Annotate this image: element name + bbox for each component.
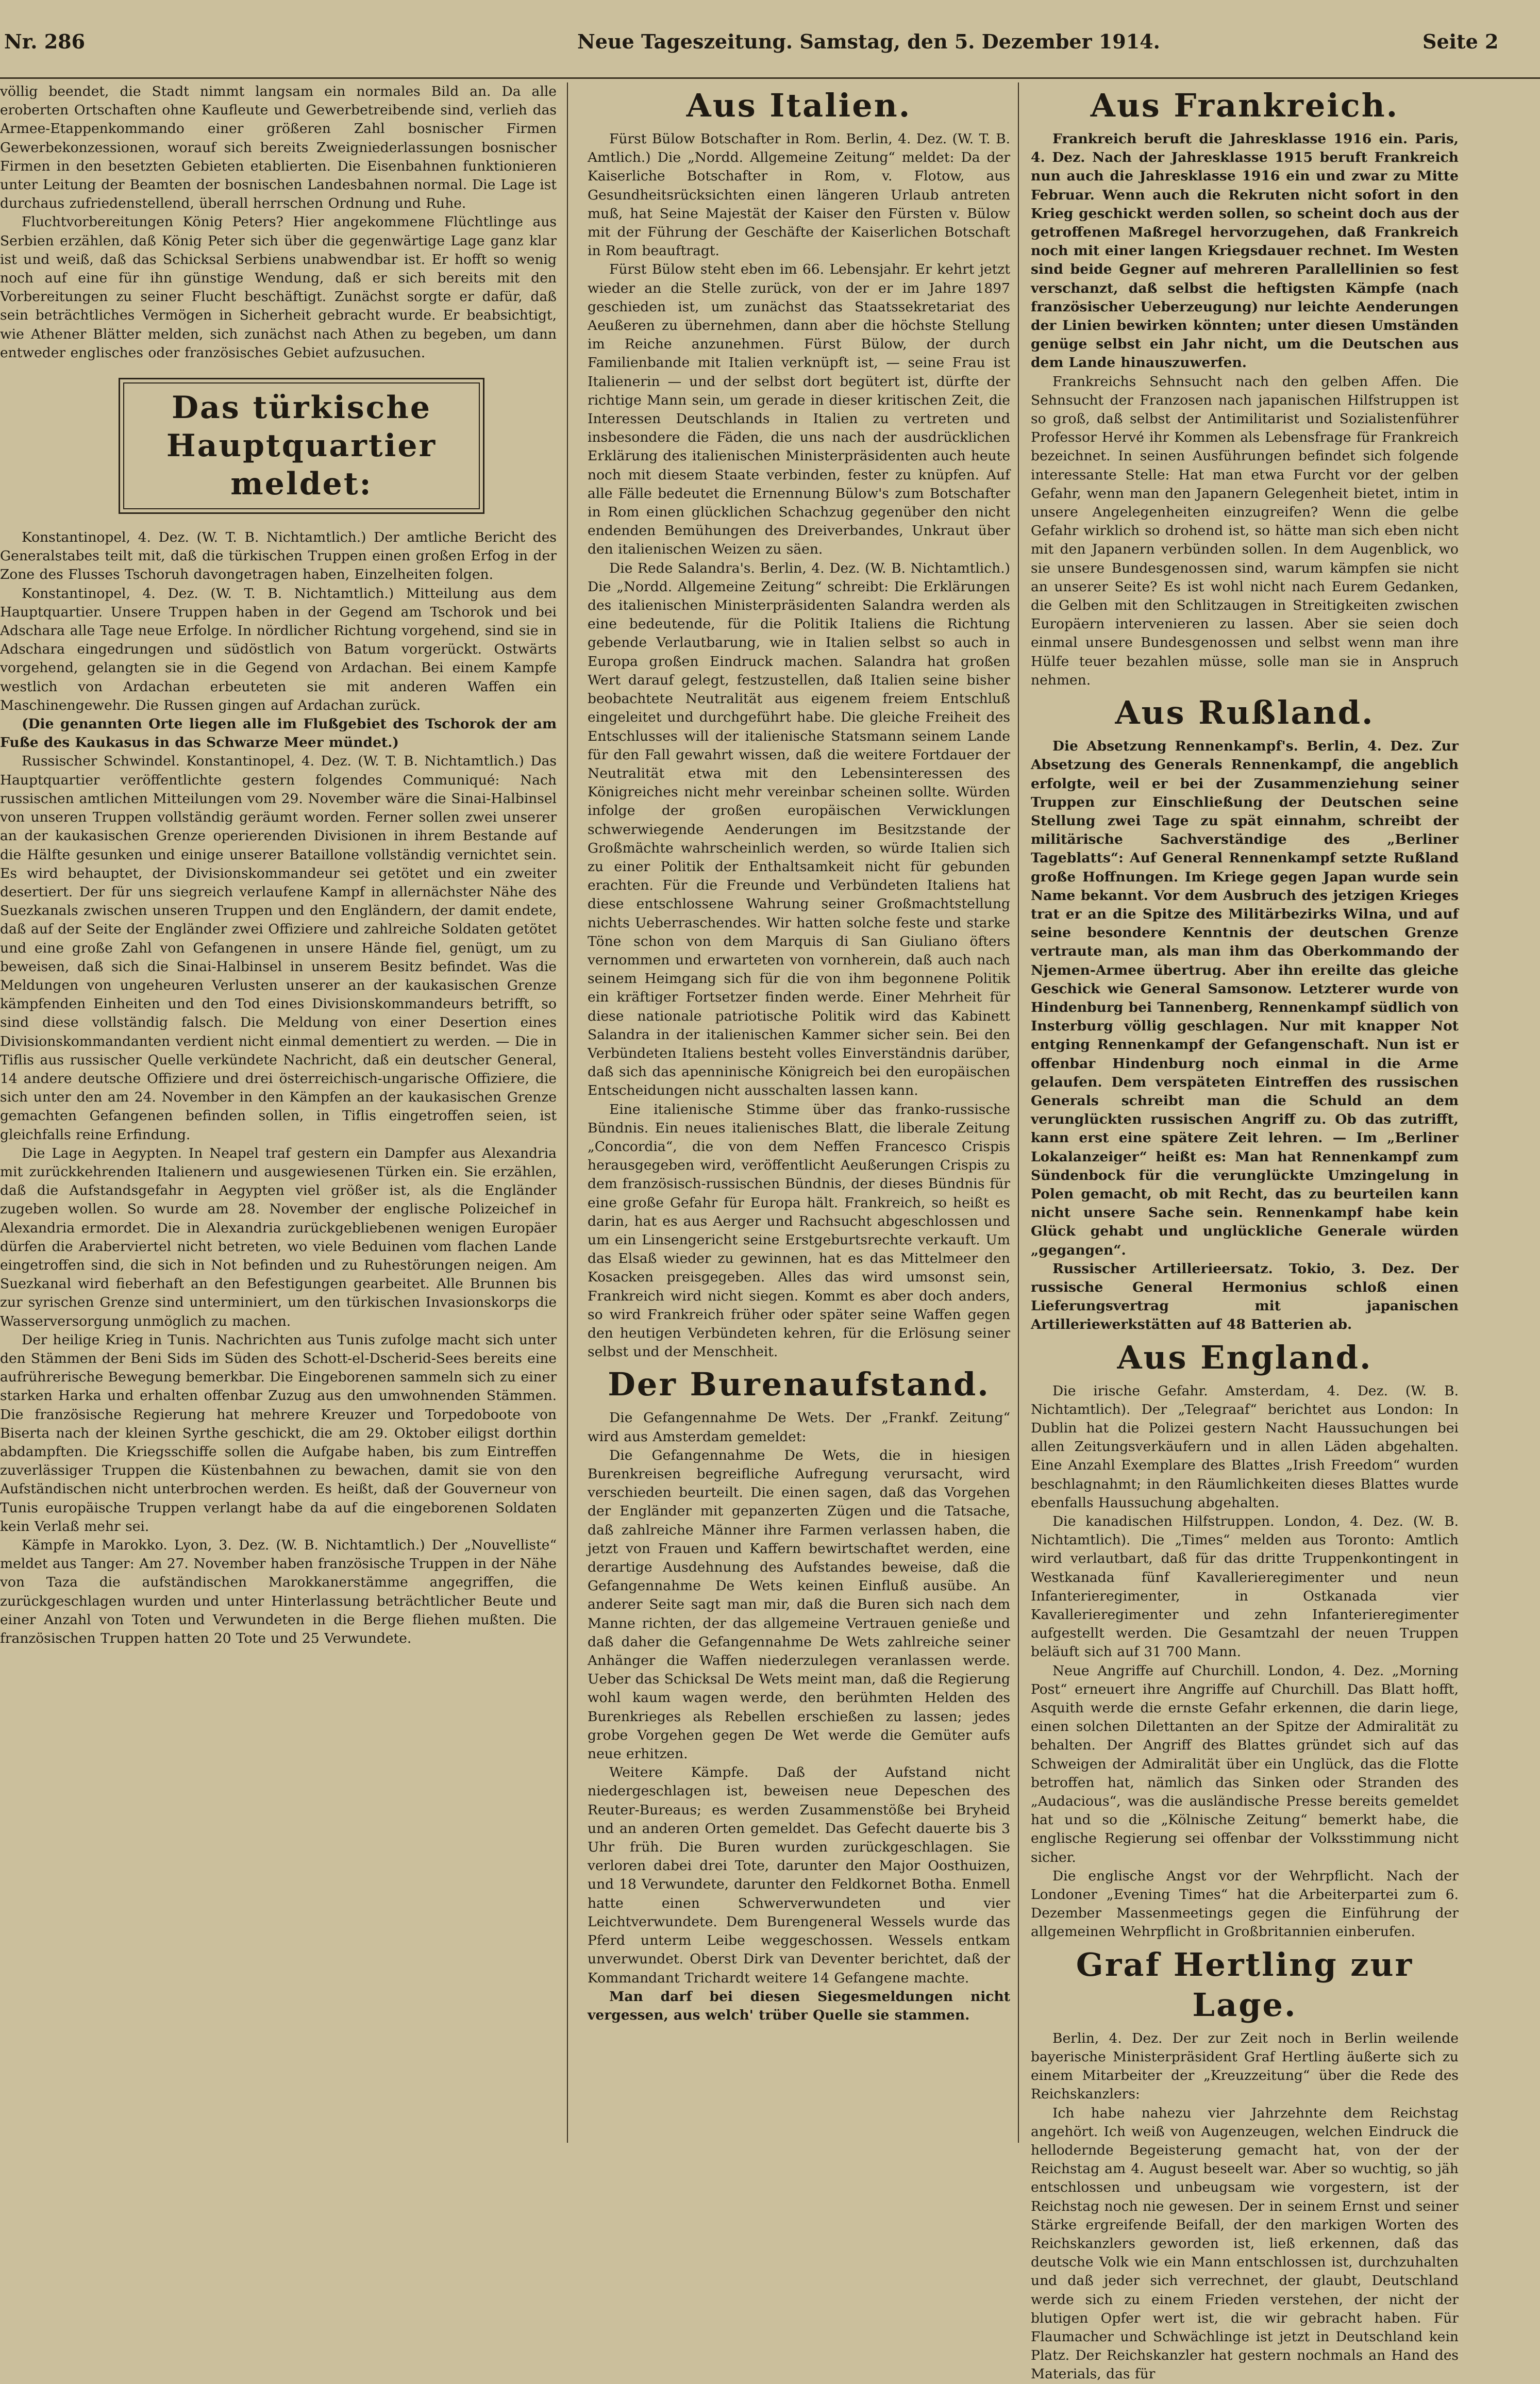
article-paragraph: Die Gefangennahme De Wets. Der „Frankf. Zeitung“ wird aus Amsterdam gemeldet: bbox=[588, 1410, 1010, 1445]
article-paragraph: Die Lage in Aegypten. In Neapel traf gestern ein Dampfer aus Alexandria mit zurückkehrenden Italienern und ausgewiesenen Türken ein. Sie erzählen, daß die Aufstandsgefahr in Aegypten viel größer ist, als die Engländer zugeben wollen. So wurde am 28. November der englische Polizeichef in Alexandria ermordet. Die in Alexandria zurückgebliebenen wenigen Europäer dürfen die Araberviertel nicht betreten, wo viele Beduinen vom flachen Lande eingetroffen sind, die sich in Not befinden und zu Ruhestörungen neigen. Am Suezkanal wird fieberhaft an den Befestigungen gearbeitet. Alle Brunnen bis zur syrischen Grenze sind unterminiert, um den türkischen Invasionskorps die Wasserversorgung unmöglich zu machen. bbox=[0, 1145, 557, 1329]
column-2 bbox=[588, 82, 1010, 2143]
article-paragraph: Die Rede Salandra's. Berlin, 4. Dez. (W. B. Nichtamtlich.) Die „Nordd. Allgemeine Zeitung“ schreibt: Die Erklärungen des italienischen Ministerpräsidenten Salandra werden als eine bedeutende, für die Politik Italiens die Richtung gebende Verlautbarung, wie in Italien selbst so auch in Europa großen Eindruck machen. Salandra hat großen Wert darauf gelegt, festzustellen, daß Italien seine bisher beobachtete Neutralität aus eigenem freiem Entschluß eingeleitet und durchgeführt habe. Die gleiche Freiheit des Entschlusses will der italienische Statsmann seinem Lande für den Fall gewahrt wissen, daß die weitere Fortdauer der Neutralität etwa mit den Lebensinteressen des Königreiches nicht mehr vereinbar scheinen sollte. Würden infolge der großen europäischen Verwicklungen schwerwiegende Aenderungen im Besitzstande der Großmächte wahrscheinlich werden, so würde Italien sich zu einer Politik der Enthaltsamkeit nicht für gebunden erachten. Für die Freunde und Verbündeten Italiens hat diese entschlossene Wahrung seiner Großmachtstellung nichts Ueberraschendes. Wir hatten solche feste und starke Töne schon von dem Marquis di San Giuliano öfters vernommen und erwarteten von vornherein, daß auch nach seinem Heimgang sich für die von ihm begonnene Politik ein kräftiger Fortsetzer finden werde. Einer Mehrheit für diese nationale patriotische Politik wird das Kabinett Salandra in der italienischen Kammer sicher sein. Bei den Verbündeten Italiens besteht volles Einverständnis darüber, daß sich das apenninische Königreich bei den europäischen Entscheidungen nicht ausschalten lassen kann. bbox=[588, 560, 1010, 1099]
article-paragraph: Russischer Schwindel. Konstantinopel, 4. Dez. (W. T. B. Nichtamtlich.) Das Hauptquartier veröffentlichte gestern folgendes Communiqué: Nach russischen amtlichen Mitteilungen vom 29. November wäre die Sinai-Halbinsel von unseren Truppen vollständig geräumt worden. Ferner sollen zwei unserer an der kaukasischen Grenze operierenden Divisionen in ihrem Bestande auf die Hälfte gesunken und einige unserer Bataillone vollständig vernichtet sein. Es wird behauptet, der Divisionskommandeur sei getötet und ein zweiter desertiert. Der für uns siegreich verlaufene Kampf in allernächster Nähe des Suezkanals zwischen unseren Truppen und den Engländern, der damit endete, daß auf der Seite der Engländer zwei Offiziere und zahlreiche Soldaten getötet und eine große Zahl von Gefangenen in unsere Hände fiel, genügt, um zu beweisen, daß sich die Sinai-Halbinsel in unserem Besitz befindet. Was die Meldungen von ungeheuren Verlusten unserer an der kaukasischen Grenze kämpfenden Einheiten und den Tod eines Divisionskommandeurs betrifft, so sind diese vollständig falsch. Die Meldung von einer Desertion eines Divisionskommandanten verdient nicht einmal dementiert zu werden. — Die in Tiflis aus russischer Quelle verkündete Nachricht, daß ein deutscher General, 14 andere deutsche Offiziere und drei österreichisch-ungarische Offiziere, die sich unter den am 24. November in den Kämpfen an der kaukasischen Grenze gemachten Gefangenen befinden sollen, in Tiflis eingetroffen seien, ist gleichfalls reine Erfindung. bbox=[0, 753, 557, 1143]
page-header bbox=[0, 0, 1540, 82]
article-paragraph: Eine italienische Stimme über das franko-russische Bündnis. Ein neues italienisches Blatt, die liberale Zeitung „Concordia“, die von dem Neffen Francesco Crispis herausgegeben wird, veröffentlicht Aeußerungen Crispis zu dem französisch-russischen Bündnis, der dieses Bündnis für eine große Gefahr für Europa hält. Frankreich, so heißt es darin, hat es aus Aerger und Rachsucht abgeschlossen und um ein Linsengericht seine Erstgeburtsrechte verkauft. Um das Elsaß wieder zu gewinnen, hat es das Mittelmeer den Kosacken preisgegeben. Alles das wird umsonst sein, Frankreich wird nicht siegen. Kommt es aber doch anders, so wird Frankreich früher oder später seine Waffen gegen den heutigen Verbündeten kehren, für die Erlösung seiner selbst und der Menschheit. bbox=[588, 1101, 1010, 1360]
article-paragraph: Die irische Gefahr. Amsterdam, 4. Dez. (W. B. Nichtamtlich). Der „Telegraaf“ berichtet aus London: In Dublin hat die Polizei gestern Nacht Haussuchungen bei allen Zeitungsverkäufern und in allen Läden abgehalten. Eine Anzahl Exemplare des Blattes „Irish Freedom“ wurden beschlagnahmt; in den Räumlichkeiten dieses Blattes wurde ebenfalls Haussuchung abgehalten. bbox=[1031, 1382, 1459, 1511]
column-1 bbox=[0, 82, 557, 2143]
article-paragraph: Fürst Bülow steht eben im 66. Lebensjahr. Er kehrt jetzt wieder an die Stelle zurück, von der er im Jahre 1897 geschieden ist, um zunächst das Staatssekretariat des Aeußeren zu übernehmen, dann aber die höchste Stellung im Reiche anzunehmen. Fürst Bülow, der durch Familienbande mit Italien verknüpft ist, — seine Frau ist Italienerin — und der selbst dort begütert ist, dürfte der richtige Mann sein, um gerade in dieser kritischen Zeit, die Interessen Deutschlands in Italien zu vertreten und insbesondere die Fäden, die uns nach der ausdrücklichen Erklärung des italienischen Ministerpräsidenten auch heute noch mit diesem Staate verbinden, fester zu knüpfen. Auf alle Fälle bedeutet die Ernennung Bülow's zum Botschafter in Rom einen glücklichen Schachzug gegenüber den nicht endenden Bemühungen des Dreiverbandes, Unkraut über den italienischen Weizen zu säen. bbox=[588, 261, 1010, 558]
column-3 bbox=[1031, 82, 1459, 2382]
section-heading: Aus England. bbox=[1117, 1338, 1372, 1376]
article-paragraph: Frankreichs Sehnsucht nach den gelben Affen. Die Sehnsucht der Franzosen nach japanischen Hilfstruppen ist so groß, daß selbst der Antimilitarist und Sozialistenführer Professor Hervé ihr Kommen als Lebensfrage für Frankreich bezeichnet. In seinen Ausführungen befindet sich folgende interessante Stelle: Hat man etwa Furcht vor der gelben Gefahr, wenn man den Japanern Gelegenheit bietet, intim in unsere Angelegenheiten einzugreifen? Wenn die gelbe Gefahr wirklich so drohend ist, so hätte man sich eben nicht mit den Japanern verbünden sollen. In dem Augenblick, wo sie unsere Bundesgenossen sind, warum kämpfen sie nicht an unserer Seite? Es ist wohl nicht nach Eurem Gedanken, die Gelben mit den Schlitzaugen in Streitigkeiten zwischen Europäern intervenieren zu lassen. Aber sie seien doch einmal unsere Bundesgenossen und selbst wenn man ihre Hülfe teuer bezahlen müsse, solle man sie in Anspruch nehmen. bbox=[1031, 373, 1459, 688]
section-heading: Aus Rußland. bbox=[1115, 694, 1375, 732]
section-heading: Aus Frankreich. bbox=[1090, 87, 1399, 124]
section-heading: Graf Hertling zur Lage. bbox=[1076, 1945, 1414, 2024]
section-heading: Aus Italien. bbox=[686, 87, 912, 124]
masthead-date: Neue Tageszeitung. Samstag, den 5. Dezember 1914. bbox=[577, 30, 1160, 53]
article-paragraph: Die Absetzung Rennenkampf's. Berlin, 4. Dez. Zur Absetzung des Generals Rennenkampf, die angeblich erfolgte, weil er bei der Zusammenziehung seiner Truppen zur Einschließung der Deutschen seine Stellung zwei Tage zu spät einnahm, schreibt der militärische Sachverständige des „Berliner Tageblatts“: Auf General Rennenkampf setzte Rußland große Hoffnungen. Im Kriege gegen Japan wurde sein Name bekannt. Vor dem Ausbruch des jetzigen Krieges trat er an die Spitze des Militärbezirks Wilna, und auf seine besondere Kenntnis der deutschen Grenze vertraute man, als man ihm das Oberkommando der Njemen-Armee übertrug. Aber ihn ereilte das gleiche Geschick wie General Samsonow. Letzterer wurde von Hindenburg bei Tannenberg, Rennenkampf südlich von Insterburg völlig geschlagen. Nur mit knapper Not entging Rennenkampf der Gefangenschaft. Nun ist er offenbar Hindenburg noch einmal in die Arme gelaufen. Dem verspäteten Eintreffen des russischen Generals schreibt man die Schuld an dem verunglückten russischen Angriff zu. Ob das zutrifft, kann erst eine spätere Zeit lehren. — Im „Berliner Lokalanzeiger“ heißt es: Man hat Rennenkampf zum Sündenbock für die verunglückte Umzingelung in Polen gemacht, ob mit Recht, das zu beurteilen kann nicht unsere Sache sein. Rennenkampf habe kein Glück gehabt und unglückliche Generale würden „gegangen“. bbox=[1031, 738, 1459, 1258]
article-paragraph: Kämpfe in Marokko. Lyon, 3. Dez. (W. B. Nichtamtlich.) Der „Nouvelliste“ meldet aus Tanger: Am 27. November haben französische Truppen in der Nähe von Taza die aufständischen Marokkanerstämme angegriffen, die zurückgeschlagen wurden und unter Hinterlassung beträchtlicher Beute und einer Anzahl von Toten und Verwundeten in die Berge fliehen mußten. Die französischen Truppen hatten 20 Tote und 25 Verwundete. bbox=[0, 1537, 557, 1647]
article-paragraph: Ich habe nahezu vier Jahrzehnte dem Reichstag angehört. Ich weiß von Augenzeugen, welchen Eindruck die hellodernde Begeisterung gemacht hat, von der der Reichstag am 4. August beseelt war. Aber so wuchtig, so jäh entschlossen und unbeugsam wie vorgestern, ist der Reichstag noch nie gewesen. Der in seinem Ernst und seiner Stärke ergreifende Beifall, der den markigen Worten des Reichskanzlers geworden ist, ließ erkennen, daß das deutsche Volk wie ein Mann entschlossen ist, durchzuhalten und daß jeder sich verrechnet, der glaubt, Deutschland werde sich zu einem Frieden verstehen, der nicht der blutigen Opfer wert ist, die wir gebracht haben. Für Flaumacher und Schwächlinge ist jetzt in Deutschland kein Platz. Der Reichskanzler hat gestern nochmals an Hand des Materials, das für bbox=[1031, 2105, 1459, 2382]
boxed-headline: Das türkische Hauptquartier meldet: bbox=[119, 378, 484, 514]
article-paragraph: Konstantinopel, 4. Dez. (W. T. B. Nichtamtlich.) Der amtliche Bericht des Generalstabes teilt mit, daß die türkischen Truppen einen großen Erfog in der Zone des Flusses Tschoruh davongetragen haben, Einzelheiten folgen. bbox=[0, 529, 557, 583]
page-number: Seite 2 bbox=[1422, 30, 1499, 53]
article-paragraph: Neue Angriffe auf Churchill. London, 4. Dez. „Morning Post“ erneuert ihre Angriffe auf Churchill. Das Blatt hofft, Asquith werde die ernste Gefahr erkennen, die darin liege, einen solchen Dilettanten an der Spitze der Admiralität zu behalten. Der Angriff des Blattes gründet sich auf das Schweigen der Admiralität über ein Unglück, das die Flotte betroffen hat, nämlich das Sinken oder Stranden des „Audacious“, was die ausländische Presse bereits gemeldet hat und so die „Kölnische Zeitung“ bemerkt habe, die englische Regierung sei offenbar der Volksstimmung nicht sicher. bbox=[1031, 1662, 1459, 1865]
article-paragraph: Die englische Angst vor der Wehrpflicht. Nach der Londoner „Evening Times“ hat die Arbeiterpartei zum 6. Dezember Massenmeetings gegen die Einführung der allgemeinen Wehrpflicht in Großbritannien einberufen. bbox=[1031, 1868, 1459, 1940]
article-paragraph: Der heilige Krieg in Tunis. Nachrichten aus Tunis zufolge macht sich unter den Stämmen der Beni Sids im Süden des Schott-el-Dscherid-Sees bereits eine aufrührerische Bewegung bemerkbar. Die Eingeborenen sammeln sich zu einer starken Harka und erhalten offenbar Zuzug aus den umwohnenden Stämmen. Die französische Regierung hat mehrere Kreuzer und Torpedoboote von Biserta nach der kleinen Syrthe geschickt, die am 29. Oktober eiligst dorthin abdampften. Die Kriegsschiffe sollen die Aufgabe haben, bis zum Eintreffen zuverlässiger Truppen die Küstenbahnen zu bewachen, damit sie von den Aufständischen nicht unterbrochen werden. Es heißt, daß der Gouverneur von Tunis europäische Truppen verlangt habe da auf die eingeborenen Soldaten kein Verlaß mehr sei. bbox=[0, 1331, 557, 1535]
article-paragraph: Weitere Kämpfe. Daß der Aufstand nicht niedergeschlagen ist, beweisen neue Depeschen des Reuter-Bureaus; es werden Zusammenstöße bei Bryheid und an anderen Orten gemeldet. Das Gefecht dauerte bis 3 Uhr früh. Die Buren wurden zurückgeschlagen. Sie verloren dabei drei Tote, darunter den Major Oosthuizen, und 18 Verwundete, darunter den Feldkornet Botha. Enmell hatte einen Schwerverwundeten und vier Leichtverwundete. Dem Burengeneral Wessels wurde das Pferd unterm Leibe weggeschossen. Wessels entkam unverwundet. Oberst Dirk van Deventer berichtet, daß der Kommandant Trichardt weitere 14 Gefangene machte. bbox=[588, 1764, 1010, 1986]
article-paragraph: (Die genannten Orte liegen alle im Flußgebiet des Tschorok der am Fuße des Kaukasus in das Schwarze Meer mündet.) bbox=[0, 716, 557, 751]
issue-number: Nr. 286 bbox=[4, 30, 86, 53]
article-paragraph: Fürst Bülow Botschafter in Rom. Berlin, 4. Dez. (W. T. B. Amtlich.) Die „Nordd. Allgemeine Zeitung“ meldet: Da der Kaiserliche Botschafter in Rom, v. Flotow, aus Gesundheitsrücksichten einen längeren Urlaub antreten muß, hat Seine Majestät der Kaiser den Fürsten v. Bülow mit der Führung der Geschäfte der Kaiserlichen Botschaft in Rom beauftragt. bbox=[588, 131, 1010, 259]
article-paragraph: völlig beendet, die Stadt nimmt langsam ein normales Bild an. Da alle eroberten Ortschaften ohne Kaufleute und Gewerbetreibende sind, verlieh das Armee-Etappenkommando einer größeren Zahl bosnischer Firmen Gewerbekonzessionen, worauf sich bereits Zweigniederlassungen bosnischer Firmen in den besetzten Gebieten etablierten. Die Eisenbahnen funktionieren unter Leitung der Beamten der bosnischen Landesbahnen normal. Die Lage ist durchaus zufriedenstellend, überall herrschen Ordnung und Ruhe. bbox=[0, 84, 557, 212]
section-heading: Der Burenaufstand. bbox=[608, 1365, 990, 1404]
column-rule bbox=[567, 82, 568, 2143]
header-rule bbox=[0, 77, 1540, 79]
article-paragraph: Berlin, 4. Dez. Der zur Zeit noch in Berlin weilende bayerische Ministerpräsident Graf Hertling äußerte sich zu einem Mitarbeiter der „Kreuzzeitung“ über die Rede des Reichskanzlers: bbox=[1031, 2030, 1459, 2103]
article-paragraph: Konstantinopel, 4. Dez. (W. T. B. Nichtamtlich.) Mitteilung aus dem Hauptquartier. Unsere Truppen haben in der Gegend am Tschorok und bei Adschara alle Tage neue Erfolge. In nördlicher Richtung vorgehend, sind sie in Adschara eingedrungen und südöstlich von Batum vorgerückt. Ostwärts vorgehend, gelangten sie in die Gegend von Ardachan. Bei einem Kampfe westlich von Ardachan erbeuteten sie mit anderen Waffen ein Maschinengewehr. Die Russen gingen auf Ardachan zurück. bbox=[0, 585, 557, 713]
column-rule bbox=[1018, 82, 1019, 2143]
article-paragraph: Fluchtvorbereitungen König Peters? Hier angekommene Flüchtlinge aus Serbien erzählen, daß König Peter sich über die gegenwärtige Lage ganz klar ist und weiß, daß das Schicksal Serbiens unabwendbar ist. Er hofft so wenig noch auf eine für ihn günstige Wendung, daß er sich bereits mit den Vorbereitungen zu seiner Flucht beschäftigt. Zunächst sorgte er dafür, daß sein beträchtliches Vermögen in Sicherheit gebracht wurde. Er beabsichtigt, wie Athener Blätter melden, sich zunächst nach Athen zu begeben, um dann entweder englisches oder französisches Gebiet aufzusuchen. bbox=[0, 214, 557, 361]
article-paragraph: Die kanadischen Hilfstruppen. London, 4. Dez. (W. B. Nichtamtlich). Die „Times“ melden aus Toronto: Amtlich wird verlautbart, daß für das dritte Truppenkontingent in Westkanada fünf Kavallerieregimenter und neun Infanterieregimenter, in Ostkanada vier Kavallerieregimenter und zehn Infanterieregimenter aufgestellt werden. Die Gesamtzahl der neuen Truppen beläuft sich auf 31 700 Mann. bbox=[1031, 1513, 1459, 1660]
article-paragraph: Frankreich beruft die Jahresklasse 1916 ein. Paris, 4. Dez. Nach der Jahresklasse 1915 beruft Frankreich nun auch die Jahresklasse 1916 ein und zwar zu Mitte Februar. Wenn auch die Rekruten nicht sofort in den Krieg geschickt werden sollen, so scheint doch aus der getroffenen Maßregel hervorzugehen, daß Frankreich noch mit einer langen Kriegsdauer rechnet. Im Westen sind beide Gegner auf mehreren Parallellinien so fest verschanzt, daß selbst die heftigsten Kämpfe (nach französischer Ueberzeugung) nur leichte Aenderungen der Linien bewirken könnten; unter diesen Umständen genüge selbst ein Jahr nicht, um die Deutschen aus dem Lande hinauszuwerfen. bbox=[1031, 131, 1459, 371]
article-paragraph: Russischer Artillerieersatz. Tokio, 3. Dez. Der russische General Hermonius schloß einen Lieferungsvertrag mit japanischen Artilleriewerkstätten auf 48 Batterien ab. bbox=[1031, 1260, 1459, 1333]
article-paragraph: Man darf bei diesen Siegesmeldungen nicht vergessen, aus welch' trüber Quelle sie stammen. bbox=[588, 1988, 1010, 2023]
article-paragraph: Die Gefangennahme De Wets, die in hiesigen Burenkreisen begreifliche Aufregung verursacht, wird verschieden beurteilt. Die einen sagen, daß das Vorgehen der Engländer mit gepanzerten Zügen und die Tatsache, daß zahlreiche Männer ihre Farmen verlassen haben, die jetzt von Frauen und Kaffern bewirtschaftet werden, eine derartige Ausdehnung des Aufstandes beweise, daß die Gefangennahme De Wets keinen Einfluß ausübe. An anderer Seite sagt man mir, daß die Buren sich nach dem Manne richten, der das allgemeine Vertrauen genieße und daß daher die Gefangennahme De Wets zahlreiche seiner Anhänger die Waffen niederzulegen veranlassen werde. Ueber das Schicksal De Wets meint man, daß die Regierung wohl kaum wagen werde, den berühmten Helden des Burenkrieges als Rebellen erschießen zu lassen; jedes grobe Vorgehen gegen De Wet werde die Gemüter aufs neue erhitzen. bbox=[588, 1447, 1010, 1762]
